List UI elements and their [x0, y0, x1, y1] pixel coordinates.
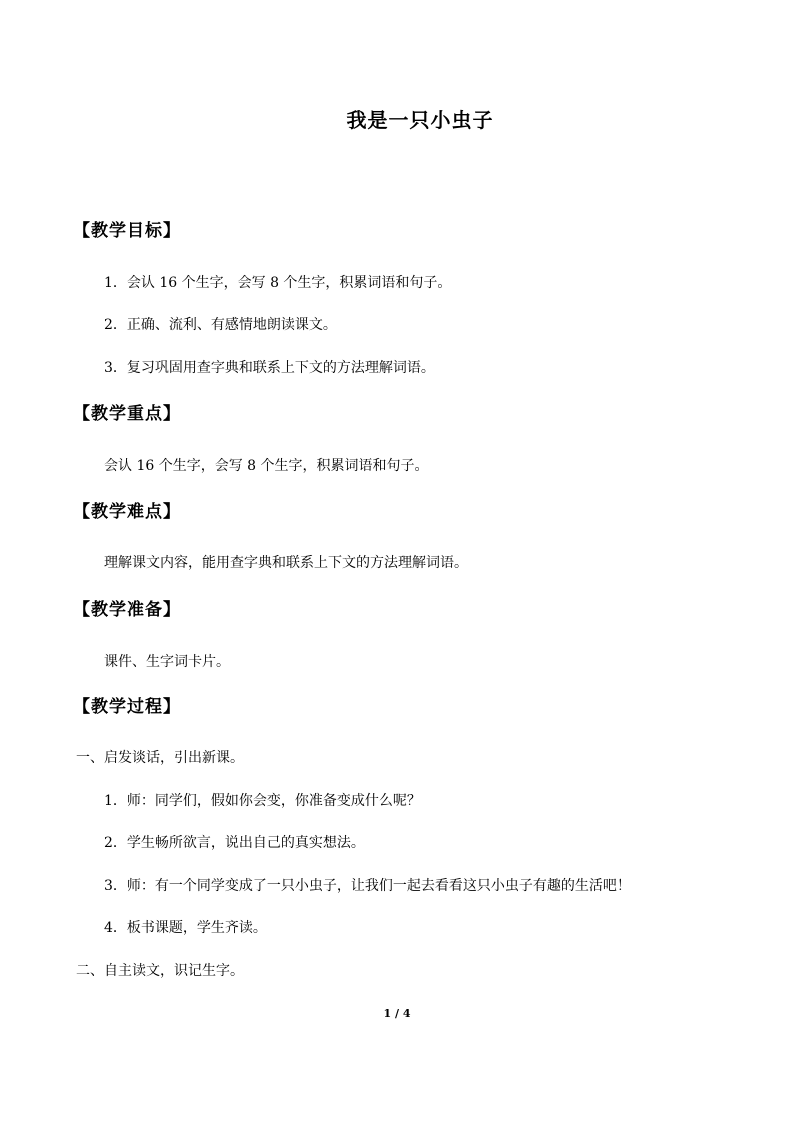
- page-number: 1 / 4: [383, 1007, 411, 1020]
- document-title: 我是一只小虫子: [346, 108, 494, 132]
- key-points-text: 会认 16 个生字，会写 8 个生字，积累词语和句子。: [104, 458, 429, 474]
- difficulties-text: 理解课文内容，能用查字典和联系上下文的方法理解词语。: [104, 555, 468, 571]
- objective-item-1: 1．会认 16 个生字，会写 8 个生字，积累词语和句子。: [104, 275, 452, 291]
- heading-preparation: 【教学准备】: [73, 600, 181, 620]
- process-item-3: 3．师：有一个同学变成了一只小虫子，让我们一起去看看这只小虫子有趣的生活吧！: [104, 878, 631, 894]
- preparation-text: 课件、生字词卡片。: [104, 654, 230, 670]
- heading-process: 【教学过程】: [73, 697, 181, 717]
- heading-objectives: 【教学目标】: [73, 221, 181, 241]
- objective-item-2: 2．正确、流利、有感情地朗读课文。: [104, 317, 337, 333]
- process-section-2-title: 二、自主读文，识记生字。: [76, 963, 244, 979]
- heading-difficulties: 【教学难点】: [73, 502, 181, 522]
- heading-key-points: 【教学重点】: [73, 404, 181, 424]
- process-section-1-title: 一、启发谈话，引出新课。: [76, 750, 244, 766]
- process-item-2: 2．学生畅所欲言，说出自己的真实想法。: [104, 835, 365, 851]
- objective-item-3: 3．复习巩固用查字典和联系上下文的方法理解词语。: [104, 360, 435, 376]
- process-item-1: 1．师：同学们，假如你会变，你准备变成什么呢？: [104, 793, 421, 809]
- process-item-4: 4．板书课题，学生齐读。: [104, 920, 267, 936]
